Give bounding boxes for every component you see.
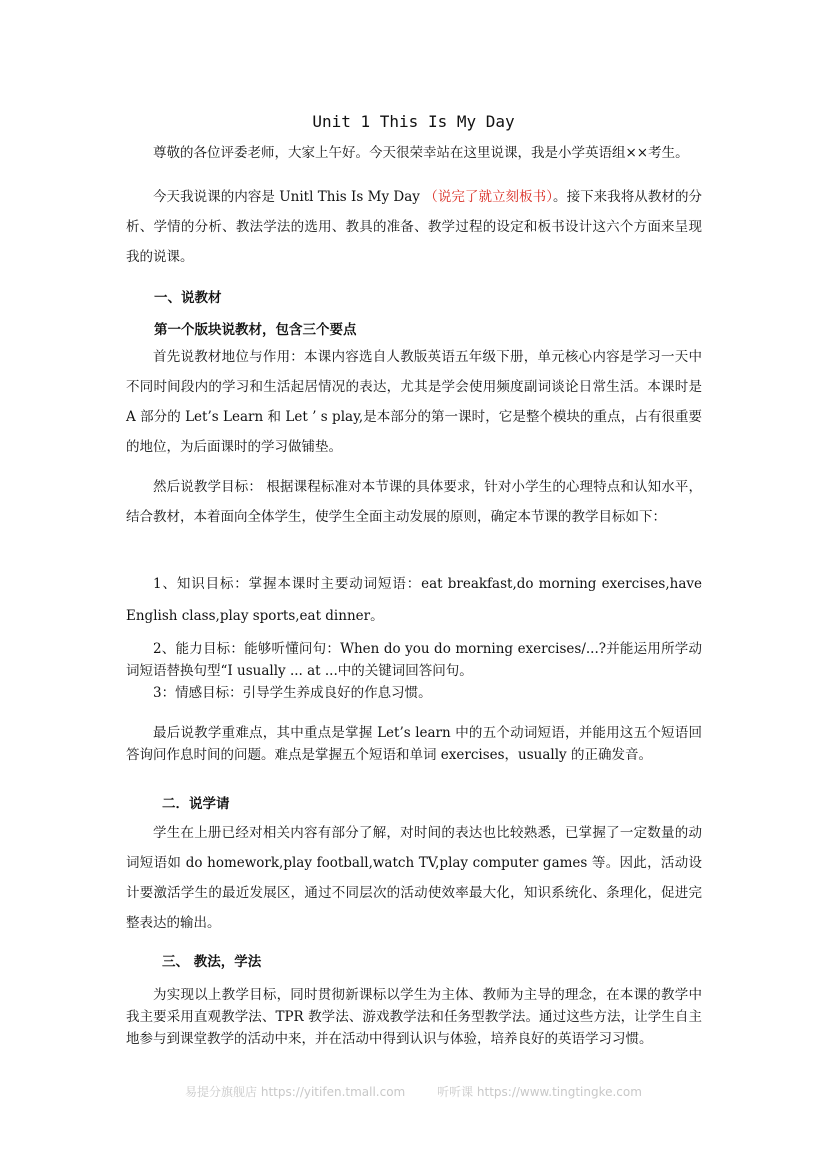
section1-paragraph-1: 首先说教材地位与作用：本课内容选自人教版英语五年级下册，单元核心内容是学习一天中不同时间段内的学习和生活起居情况的表达，尤其是学会使用频度副词谈论日常生活。本课时是 A 部分的 Let’s Learn 和 Let ’ s play,是本部分的第一课时，它是整个模块的重点，占有很重要的地位，为后面课时的学习做铺垫。 [126,349,702,455]
intro-text-rest: 。接下来我将从教材的分析、学情的分析、教法学法的选用、教具的准备、教学过程的设定和板书设计这六个方面来呈现我的说课。 [126,189,703,265]
section1-paragraph-3: 最后说教学重难点，其中重点是掌握 Let’s learn 中的五个动词短语，并能用这五个短语回答询问作息时间的问题。难点是掌握五个短语和单词 exercises，usually 的正确发音。 [126,725,702,763]
goal-emotion: 3：情感目标：引导学生养成良好的作息习惯。 [153,685,432,701]
intro-text: 今天我说课的内容是 Unitl This Is My Day [153,189,425,205]
footer-link-right[interactable]: 听听课 https://www.tingtingke.com [437,1085,642,1099]
goal-ability: 2、能力目标：能够听懂问句：When do you do morning exercises/...?并能运用所学动词短语替换句型“I usually ... at ...中的关键词回答问句。 [126,641,702,679]
page-title: Unit 1 This Is My Day [312,112,515,131]
section2-heading: 二．说学请 [162,796,230,812]
section1-subheading: 第一个版块说教材，包含三个要点 [154,322,357,338]
watermark-footer [0,1083,827,1100]
intro-paragraph [126,182,702,272]
section2-paragraph: 学生在上册已经对相关内容有部分了解，对时间的表达也比较熟悉，已掌握了一定数量的动词短语如 do homework,play football,watch TV,play computer games 等。因此，活动设计要激活学生的最近发展区，通过不同层次的活动使效率最大化，知识系统化、条理化，促进完整表达的输出。 [126,825,702,931]
greeting-paragraph: 尊敬的各位评委老师，大家上午好。今天很荣幸站在这里说课，我是小学英语组××考生。 [153,145,689,161]
goal-knowledge: 1、知识目标：掌握本课时主要动词短语：eat breakfast,do morning exercises,have English class,play sports,eat dinner。 [126,576,702,624]
footer-link-left[interactable]: 易提分旗舰店 https://yitifen.tmall.com [185,1085,406,1099]
board-note: （说完了就立刻板书） [424,189,554,205]
section1-paragraph-2: 然后说教学目标： 根据课程标准对本节课的具体要求，针对小学生的心理特点和认知水平，结合教材，本着面向全体学生，使学生全面主动发展的原则，确定本节课的教学目标如下： [126,479,702,525]
section3-heading: 三、 教法，学法 [162,954,262,970]
section3-paragraph: 为实现以上教学目标，同时贯彻新课标以学生为主体、教师为主导的理念，在本课的教学中我主要采用直观教学法、TPR 教学法、游戏教学法和任务型教学法。通过这些方法，让学生自主地参与到课堂教学的活动中来，并在活动中得到认识与体验，培养良好的英语学习习惯。 [126,987,702,1047]
section1-heading: 一、说教材 [154,290,222,306]
